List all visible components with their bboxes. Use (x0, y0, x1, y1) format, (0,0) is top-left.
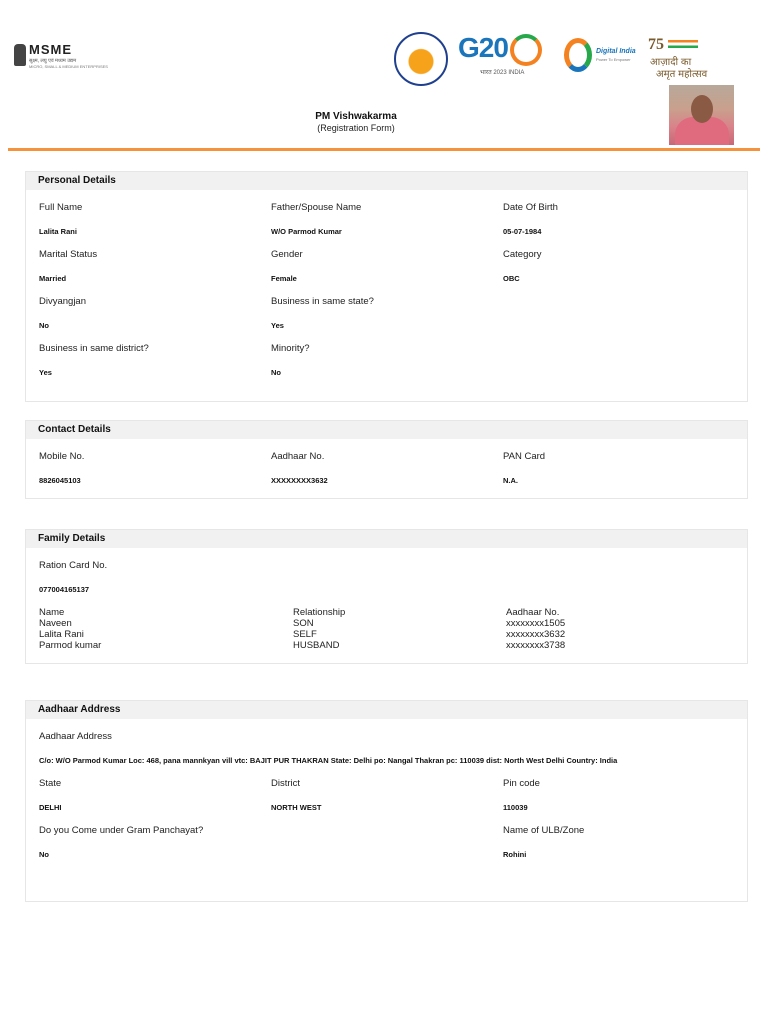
digital-india-sub: Power To Empower (596, 57, 631, 62)
address-label: Aadhaar Address (39, 731, 112, 742)
msme-logo-word: MSME (29, 42, 72, 57)
address-value: C/o: W/O Parmod Kumar Loc: 468, pana mannkyan vill vtc: BAJIT PUR THAKRAN State: Delhi po: Nangal Thakran pc: 110039 dist: North West Delhi Country: India (39, 756, 618, 765)
aadhaar-value: XXXXXXXX3632 (271, 476, 328, 485)
dob-value: 05-07-1984 (503, 227, 542, 236)
divyangjan-value: No (39, 321, 49, 330)
minority-label: Minority? (271, 343, 310, 354)
gender-value: Female (271, 274, 297, 283)
family-row-name: Naveen (39, 618, 72, 629)
page-subtitle: (Registration Form) (317, 123, 395, 133)
mobile-value: 8826045103 (39, 476, 81, 485)
g20-logo-text: G20 (458, 32, 508, 63)
page-title: PM Vishwakarma (315, 111, 397, 122)
marital-status-value: Married (39, 274, 67, 283)
dob-label: Date Of Birth (503, 202, 558, 213)
ulb-zone-value: Rohini (503, 850, 527, 859)
g20-logo-sub: भारत 2023 INDIA (480, 70, 525, 76)
aka-line2: अमृत महोत्सव (656, 69, 708, 80)
same-district-label: Business in same district? (39, 343, 149, 354)
full-name-label: Full Name (39, 202, 83, 213)
personal-details-section (25, 171, 748, 402)
ration-card-value: 077004165137 (39, 585, 90, 594)
mobile-label: Mobile No. (39, 451, 85, 462)
state-value: DELHI (39, 803, 62, 812)
section-heading: Personal Details (26, 172, 747, 190)
msme-logo-tagline: सूक्ष्म, लघु एवं मध्यम उद्यम (29, 58, 77, 64)
pincode-label: Pin code (503, 778, 540, 789)
digital-india-text: Digital India (596, 48, 636, 55)
g20-logo (458, 30, 550, 82)
applicant-photo (669, 85, 734, 145)
msme-logo (14, 42, 108, 72)
pan-label: PAN Card (503, 451, 546, 462)
spouse-name-label: Father/Spouse Name (271, 202, 362, 213)
aadhaar-address-section (25, 700, 748, 902)
gram-panchayat-label: Do you Come under Gram Panchayat? (39, 825, 204, 836)
district-value: NORTH WEST (271, 803, 322, 812)
full-name-value: Lalita Rani (39, 227, 77, 236)
category-label: Category (503, 249, 542, 260)
family-row-relationship: SELF (293, 629, 317, 640)
page-header (0, 0, 768, 152)
same-district-value: Yes (39, 368, 52, 377)
spouse-name-value: W/O Parmod Kumar (271, 227, 342, 236)
digital-india-logo (564, 38, 634, 76)
pan-value: N.A. (503, 476, 518, 485)
family-details-section (25, 529, 748, 664)
gender-label: Gender (271, 249, 303, 260)
category-value: OBC (503, 274, 520, 283)
divyangjan-label: Divyangjan (39, 296, 86, 307)
azadi-ka-amrit-mahotsav-logo (648, 36, 710, 80)
family-row-aadhaar: xxxxxxxx3738 (506, 640, 566, 651)
ration-card-label: Ration Card No. (39, 560, 108, 571)
pincode-value: 110039 (503, 803, 528, 812)
minority-value: No (271, 368, 281, 377)
digital-india-icon (564, 38, 592, 72)
national-emblem-icon (14, 44, 26, 66)
aadhaar-label: Aadhaar No. (271, 451, 325, 462)
header-divider (8, 148, 760, 151)
aka-number: 75 (648, 36, 664, 53)
family-col-aadhaar: Aadhaar No. (506, 607, 560, 618)
msme-logo-tagline-english: MICRO, SMALL & MEDIUM ENTERPRISES (29, 64, 108, 69)
marital-status-label: Marital Status (39, 249, 98, 260)
gram-panchayat-value: No (39, 850, 49, 859)
family-row-name: Lalita Rani (39, 629, 84, 640)
pm-vishwakarma-logo (394, 32, 448, 86)
same-state-label: Business in same state? (271, 296, 374, 307)
family-col-relationship: Relationship (293, 607, 346, 618)
aka-line1: आज़ादी का (650, 57, 692, 68)
family-col-name: Name (39, 607, 65, 618)
family-row-aadhaar: xxxxxxxx1505 (506, 618, 566, 629)
contact-details-section (25, 420, 748, 499)
family-row-relationship: SON (293, 618, 314, 629)
section-heading: Family Details (26, 530, 747, 548)
same-state-value: Yes (271, 321, 284, 330)
flag-icon (668, 40, 698, 48)
photo-face (691, 95, 713, 123)
family-row-relationship: HUSBAND (293, 640, 340, 651)
section-heading: Aadhaar Address (26, 701, 747, 719)
section-heading: Contact Details (26, 421, 747, 439)
ulb-zone-label: Name of ULB/Zone (503, 825, 585, 836)
lotus-globe-icon (510, 34, 542, 66)
partner-logos (394, 30, 710, 86)
family-row-aadhaar: xxxxxxxx3632 (506, 629, 566, 640)
state-label: State (39, 778, 62, 789)
family-row-name: Parmod kumar (39, 640, 102, 651)
district-label: District (271, 778, 301, 789)
